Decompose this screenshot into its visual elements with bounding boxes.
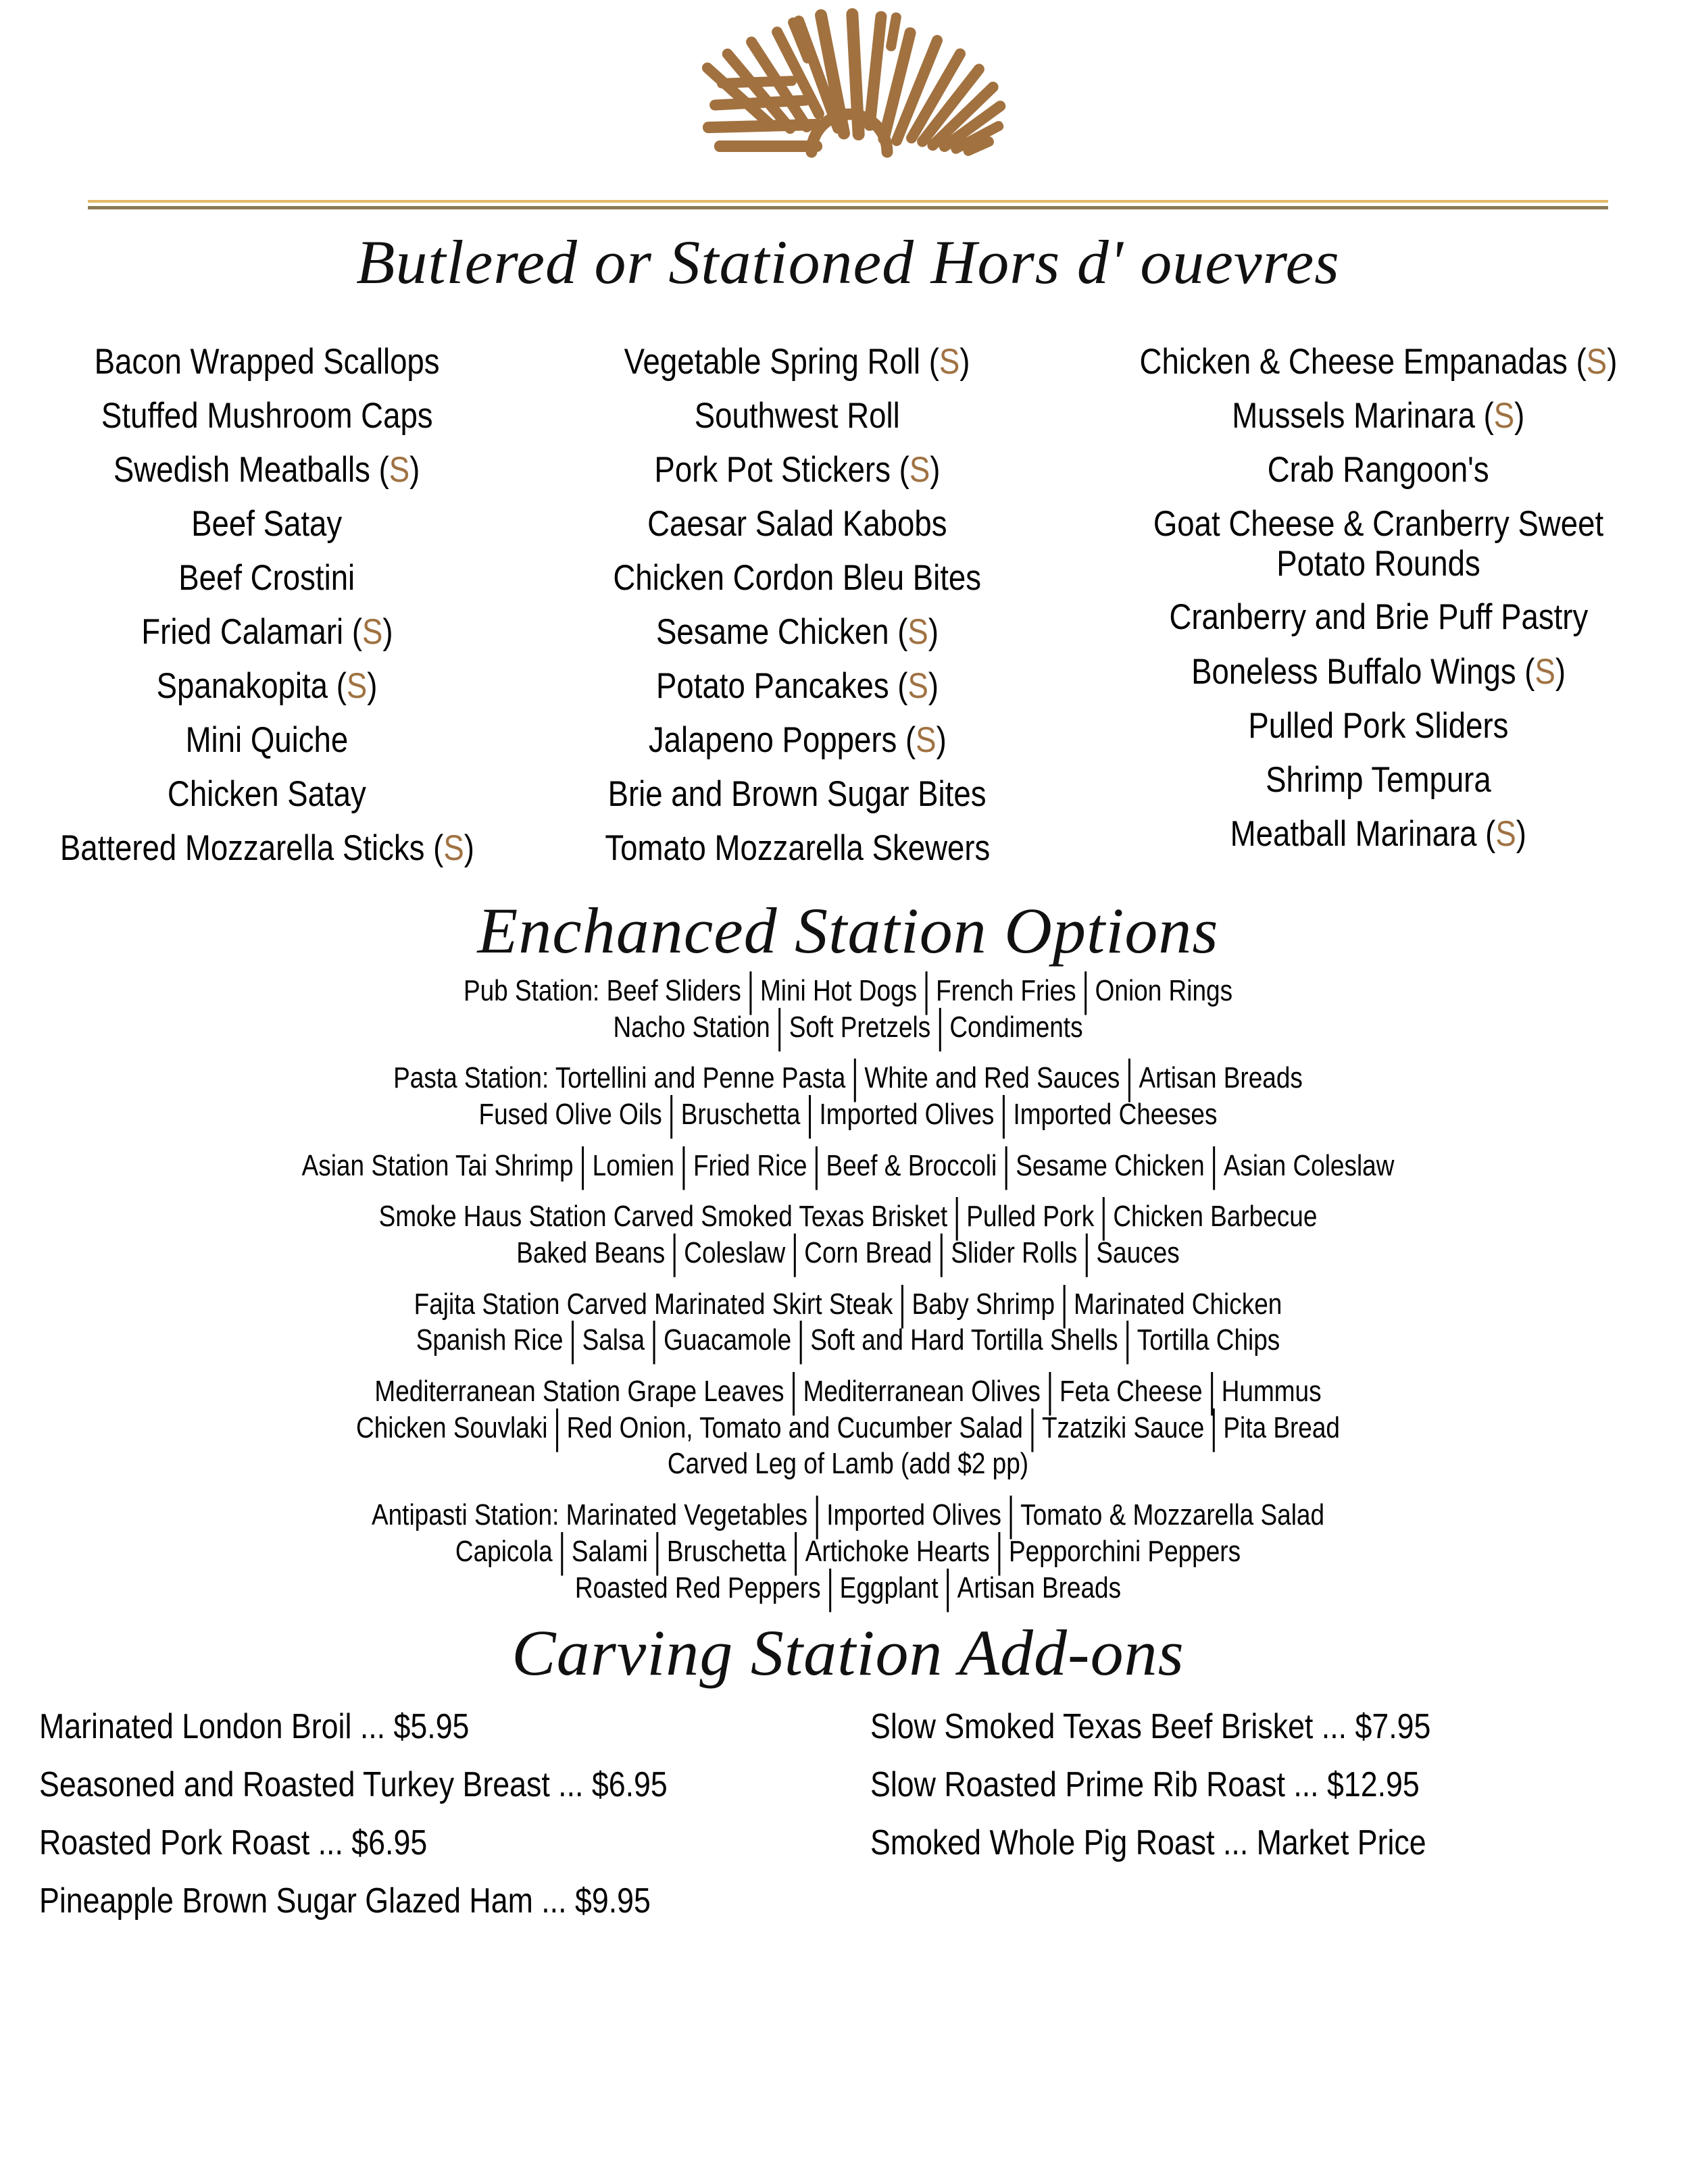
station-marker: S	[346, 665, 368, 706]
station-item: Fused Olive Oils	[478, 1098, 662, 1132]
station-item: Mini Hot Dogs	[759, 974, 918, 1008]
station-line	[136, 1525, 1560, 1577]
hors-doeuvre-item: Fried Calamari (S)	[141, 611, 393, 652]
station-item: Baby Shrimp	[912, 1287, 1055, 1321]
hors-doeuvre-item: Spanakopita (S)	[156, 665, 378, 706]
station-item: Salsa	[582, 1323, 645, 1357]
separator-bar-icon: |	[1083, 1226, 1091, 1278]
separator-bar-icon: |	[814, 1488, 820, 1540]
station-item: Pulled Pork	[966, 1200, 1095, 1234]
hors-doeuvre-item: Caesar Salad Kabobs	[647, 503, 947, 544]
hors-doeuvres-column-1	[0, 335, 534, 875]
hors-doeuvre-item: Brie and Brown Sugar Bites	[608, 774, 987, 814]
station-item: Capicola	[455, 1534, 553, 1568]
station-item: Asian Coleslaw	[1223, 1148, 1395, 1182]
station-line	[136, 1401, 1560, 1453]
carving-addons-column-right	[845, 1698, 1696, 1930]
station-item: Slider Rolls	[951, 1236, 1078, 1270]
hors-doeuvre-item: Mussels Marinara (S)	[1232, 395, 1525, 436]
station-item: Pasta Station: Tortellini and Penne Pasta	[393, 1061, 846, 1095]
station-item: Condiments	[949, 1010, 1083, 1044]
sunburst-fan-logo	[652, 7, 1044, 196]
station-item: Artichoke Hearts	[805, 1534, 990, 1568]
header-divider	[88, 196, 1608, 209]
separator-bar-icon: |	[1100, 1190, 1107, 1242]
station-line	[136, 1313, 1560, 1365]
pasta-station	[0, 1051, 1696, 1140]
station-marker: S	[1586, 341, 1607, 382]
station-item: Nacho Station	[613, 1010, 770, 1044]
separator-bar-icon: |	[579, 1139, 587, 1191]
station-line	[136, 964, 1560, 1016]
hors-doeuvre-item: Beef Crostini	[178, 557, 355, 598]
station-item: Imported Olives	[826, 1498, 1002, 1532]
station-item: Bruschetta	[680, 1098, 801, 1132]
station-marker: S	[939, 341, 960, 382]
station-item: Bruschetta	[666, 1534, 787, 1568]
hors-doeuvre-item: Sesame Chicken (S)	[656, 611, 939, 652]
station-item: Soft and Hard Tortilla Shells	[810, 1323, 1118, 1357]
station-marker: S	[443, 828, 464, 869]
hors-doeuvre-item: Battered Mozzarella Sticks (S)	[59, 828, 474, 869]
hors-doeuvre-item: Southwest Roll	[694, 395, 901, 436]
station-line	[136, 1088, 1560, 1140]
station-item: Red Onion, Tomato and Cucumber Salad	[566, 1411, 1023, 1444]
pub-station	[0, 964, 1696, 1052]
station-item: Tomato & Mozzarella Salad	[1020, 1498, 1325, 1532]
station-line	[136, 1000, 1560, 1052]
station-item: Pepporchini Peppers	[1008, 1534, 1241, 1568]
station-item: White and Red Sauces	[864, 1061, 1120, 1095]
separator-bar-icon: |	[651, 1313, 657, 1365]
station-item: Onion Rings	[1095, 974, 1233, 1008]
station-marker: S	[907, 611, 928, 652]
separator-bar-icon: |	[680, 1139, 687, 1191]
hors-doeuvre-item: Vegetable Spring Roll (S)	[624, 341, 970, 382]
hors-doeuvre-item: Tomato Mozzarella Skewers	[605, 828, 990, 869]
station-item: Guacamole	[664, 1323, 792, 1357]
asian-station	[0, 1139, 1696, 1191]
separator-bar-icon: |	[813, 1139, 820, 1191]
station-options-list	[0, 964, 1696, 1612]
hors-doeuvre-item: Meatball Marinara (S)	[1230, 813, 1527, 854]
station-item: Eggplant	[839, 1571, 939, 1604]
station-line	[136, 1365, 1560, 1417]
station-marker: S	[1535, 651, 1555, 692]
hors-doeuvre-item: Bacon Wrapped Scallops	[94, 341, 440, 382]
separator-bar-icon: |	[1126, 1051, 1133, 1103]
station-item: Smoke Haus Station Carved Smoked Texas Brisket	[378, 1200, 948, 1234]
station-line	[136, 1560, 1560, 1612]
separator-bar-icon: |	[953, 1190, 961, 1242]
station-item: Tortilla Chips	[1137, 1323, 1280, 1357]
station-item: Sauces	[1096, 1236, 1180, 1270]
station-item: Soft Pretzels	[789, 1010, 931, 1044]
separator-bar-icon: |	[806, 1088, 814, 1140]
hors-doeuvres-heading: Butlered or Stationed Hors d' ouevres	[356, 228, 1340, 297]
station-item: Mediterranean Station Grape Leaves	[374, 1375, 784, 1408]
station-line	[136, 1446, 1560, 1482]
hors-doeuvre-item: Swedish Meatballs (S)	[114, 449, 420, 490]
carving-addon-item: Roasted Pork Roast ... $6.95	[39, 1823, 428, 1863]
separator-bar-icon: |	[776, 1000, 783, 1052]
carving-addon-item: Marinated London Broil ... $5.95	[39, 1707, 470, 1747]
station-marker: S	[915, 719, 937, 760]
hors-doeuvre-item: Shrimp Tempura	[1266, 759, 1491, 800]
hors-doeuvre-item: Pork Pot Stickers (S)	[654, 449, 941, 490]
station-item: Corn Bread	[804, 1236, 932, 1270]
station-options-heading: Enchanced Station Options	[477, 894, 1219, 967]
station-line	[136, 1226, 1560, 1278]
separator-bar-icon: |	[923, 964, 930, 1016]
station-item: Roasted Red Peppers	[574, 1571, 821, 1604]
separator-bar-icon: |	[1208, 1365, 1216, 1417]
hors-doeuvre-item: Chicken & Cheese Empanadas (S)	[1139, 341, 1618, 382]
hors-doeuvres-column-2	[534, 335, 1061, 875]
separator-bar-icon: |	[1082, 964, 1089, 1016]
station-item: Artisan Breads	[957, 1571, 1122, 1604]
hors-doeuvre-item: Boneless Buffalo Wings (S)	[1191, 651, 1566, 692]
station-item: Baked Beans	[516, 1236, 666, 1270]
station-marker: S	[1495, 813, 1516, 854]
separator-bar-icon: |	[1124, 1313, 1131, 1365]
hors-doeuvre-item: Crab Rangoon's	[1268, 449, 1489, 490]
station-line	[136, 1488, 1560, 1540]
carving-addon-item: Smoked Whole Pig Roast ... Market Price	[870, 1823, 1426, 1863]
hors-doeuvre-item: Chicken Satay	[168, 774, 366, 814]
antipasti-station	[0, 1488, 1696, 1612]
station-line	[136, 1190, 1560, 1242]
hors-doeuvre-item: Mini Quiche	[185, 719, 349, 760]
separator-bar-icon: |	[1029, 1401, 1036, 1453]
station-item: Hummus	[1221, 1375, 1322, 1408]
station-item: French Fries	[936, 974, 1076, 1008]
separator-bar-icon: |	[938, 1226, 945, 1278]
separator-bar-icon: |	[899, 1277, 906, 1329]
separator-bar-icon: |	[668, 1088, 675, 1140]
mediterranean-station	[0, 1365, 1696, 1482]
station-item: Marinated Chicken	[1074, 1287, 1282, 1321]
hors-doeuvre-item: Stuffed Mushroom Caps	[101, 395, 433, 436]
separator-bar-icon: |	[792, 1525, 799, 1577]
separator-bar-icon: |	[1210, 1401, 1218, 1453]
separator-bar-icon: |	[944, 1560, 951, 1612]
station-marker: S	[909, 449, 930, 490]
logo-container	[0, 0, 1696, 196]
separator-bar-icon: |	[937, 1000, 944, 1052]
fajita-station	[0, 1277, 1696, 1365]
separator-bar-icon: |	[1061, 1277, 1068, 1329]
station-marker: S	[361, 611, 382, 652]
station-item: Imported Olives	[819, 1098, 995, 1132]
station-item: Sesame Chicken	[1016, 1148, 1205, 1182]
divider-line-brown	[88, 206, 1608, 209]
separator-bar-icon: |	[1000, 1088, 1007, 1140]
hors-doeuvres-columns	[0, 335, 1696, 875]
carving-addons-column-left	[0, 1698, 845, 1930]
station-item: Asian Station Tai Shrimp	[301, 1148, 574, 1182]
station-item: Fried Rice	[693, 1148, 807, 1182]
station-item: Tzatziki Sauce	[1041, 1411, 1205, 1444]
station-item: Salami	[571, 1534, 648, 1568]
carving-addon-item: Seasoned and Roasted Turkey Breast ... $6.95	[39, 1765, 668, 1805]
station-item: Chicken Souvlaki	[356, 1411, 548, 1444]
hors-doeuvre-item: Pulled Pork Sliders	[1248, 705, 1509, 746]
separator-bar-icon: |	[1210, 1139, 1218, 1191]
station-marker: S	[389, 449, 410, 490]
hors-doeuvre-item: Chicken Cordon Bleu Bites	[613, 557, 982, 598]
smoke-haus-station	[0, 1190, 1696, 1278]
station-item: Pub Station: Beef Sliders	[463, 974, 741, 1008]
station-item: Fajita Station Carved Marinated Skirt Steak	[414, 1287, 893, 1321]
station-item: Lomien	[592, 1148, 674, 1182]
separator-bar-icon: |	[790, 1365, 797, 1417]
station-line	[136, 1139, 1560, 1191]
station-marker: S	[1493, 395, 1515, 436]
separator-bar-icon: |	[569, 1313, 576, 1365]
station-item: Antipasti Station: Marinated Vegetables	[371, 1498, 808, 1532]
station-item: Chicken Barbecue	[1113, 1200, 1318, 1234]
hors-doeuvre-item: Beef Satay	[191, 503, 343, 544]
carving-addon-item: Slow Roasted Prime Rib Roast ... $12.95	[870, 1765, 1420, 1805]
separator-bar-icon: |	[996, 1525, 1003, 1577]
separator-bar-icon: |	[1007, 1488, 1014, 1540]
carving-addon-item: Slow Smoked Texas Beef Brisket ... $7.95	[870, 1707, 1431, 1747]
carving-addons-columns	[0, 1698, 1696, 1930]
separator-bar-icon: |	[671, 1226, 678, 1278]
separator-bar-icon: |	[553, 1401, 561, 1453]
hors-doeuvres-column-3	[1061, 335, 1696, 875]
station-item: Mediterranean Olives	[803, 1375, 1041, 1408]
station-item: Feta Cheese	[1059, 1375, 1203, 1408]
hors-doeuvre-item: Potato Pancakes (S)	[655, 665, 939, 706]
station-item: Beef & Broccoli	[826, 1148, 997, 1182]
hors-doeuvre-item: Cranberry and Brie Puff Pastry	[1169, 597, 1588, 638]
carving-addon-item: Pineapple Brown Sugar Glazed Ham ... $9.95	[39, 1881, 651, 1921]
separator-bar-icon: |	[851, 1051, 859, 1103]
station-item: Imported Cheeses	[1013, 1098, 1218, 1132]
station-item: Carved Leg of Lamb (add $2 pp)	[667, 1447, 1029, 1481]
separator-bar-icon: |	[747, 964, 754, 1016]
station-item: Coleslaw	[684, 1236, 786, 1270]
station-item: Artisan Breads	[1139, 1061, 1303, 1095]
separator-bar-icon: |	[558, 1525, 566, 1577]
separator-bar-icon: |	[797, 1313, 804, 1365]
station-line	[136, 1277, 1560, 1329]
hors-doeuvre-item: Jalapeno Poppers (S)	[648, 719, 947, 760]
station-item: Spanish Rice	[416, 1323, 564, 1357]
separator-bar-icon: |	[791, 1226, 799, 1278]
separator-bar-icon: |	[1047, 1365, 1053, 1417]
hors-doeuvre-item: Goat Cheese & Cranberry Sweet Potato Rounds	[1153, 503, 1604, 584]
separator-bar-icon: |	[1003, 1139, 1010, 1191]
station-item: Pita Bread	[1223, 1411, 1340, 1444]
separator-bar-icon: |	[826, 1560, 834, 1612]
separator-bar-icon: |	[654, 1525, 661, 1577]
carving-addons-heading: Carving Station Add-ons	[512, 1617, 1184, 1690]
station-marker: S	[907, 665, 928, 706]
station-line	[136, 1051, 1560, 1103]
